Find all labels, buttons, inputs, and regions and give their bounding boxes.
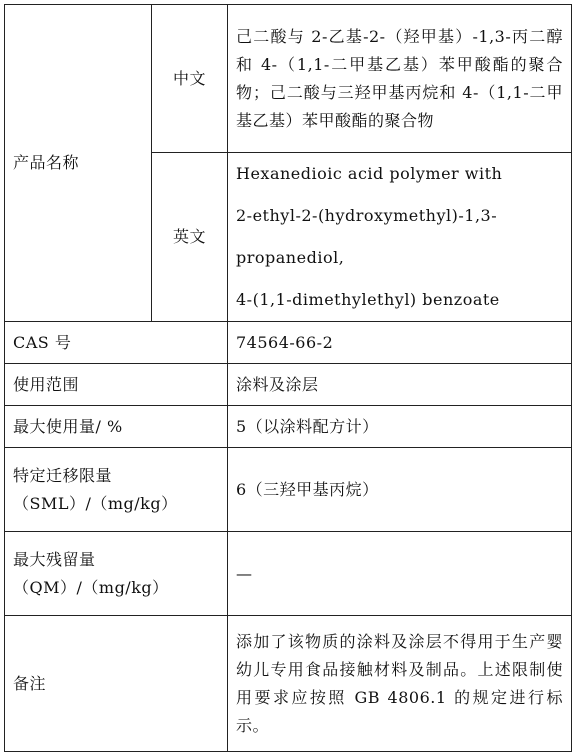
table-row-qm	[5, 532, 572, 616]
english-name-value	[228, 153, 572, 322]
chinese-label: 中文	[152, 5, 228, 153]
qm-value: —	[228, 532, 572, 616]
cas-value: 74564-66-2	[228, 322, 572, 364]
english-name-line-3: 4-(1,1-dimethylethyl) benzoate	[236, 290, 500, 309]
table-row-usage	[5, 364, 572, 406]
table-row-remarks	[5, 616, 572, 752]
remarks-label: 备注	[5, 616, 228, 752]
english-label: 英文	[152, 153, 228, 322]
sml-label	[5, 448, 228, 532]
product-spec-table	[4, 4, 572, 752]
qm-label-line-1: 最大残留量	[13, 549, 96, 569]
sml-label-line-2: （SML）/（mg/kg）	[13, 493, 178, 513]
table-row-sml	[5, 448, 572, 532]
qm-label	[5, 532, 228, 616]
chinese-name-value: 己二酸与 2-乙基-2-（羟甲基）-1,3-丙二醇和 4-（1,1-二甲基乙基）苯甲酸酯的聚合物；己二酸与三羟甲基丙烷和 4-（1,1-二甲基乙基）苯甲酸酯的聚合物	[228, 5, 572, 153]
table-row-chinese-name	[5, 5, 572, 153]
usage-label: 使用范围	[5, 364, 228, 406]
max-use-label: 最大使用量/ %	[5, 406, 228, 448]
table-row-max-use	[5, 406, 572, 448]
sml-label-line-1: 特定迁移限量	[13, 465, 113, 485]
qm-label-line-2: （QM）/（mg/kg）	[13, 577, 169, 597]
english-name-line-2: 2-ethyl-2-(hydroxymethyl)-1,3-propanediol,	[236, 206, 498, 267]
remarks-value: 添加了该物质的涂料及涂层不得用于生产婴幼儿专用食品接触材料及制品。上述限制使用要求应按照 GB 4806.1 的规定进行标示。	[228, 616, 572, 752]
table-row-cas	[5, 322, 572, 364]
product-name-label: 产品名称	[5, 5, 152, 322]
usage-value: 涂料及涂层	[228, 364, 572, 406]
english-name-line-1: Hexanedioic acid polymer with	[236, 164, 503, 183]
max-use-value: 5（以涂料配方计）	[228, 406, 572, 448]
cas-label: CAS 号	[5, 322, 228, 364]
sml-value: 6（三羟甲基丙烷）	[228, 448, 572, 532]
